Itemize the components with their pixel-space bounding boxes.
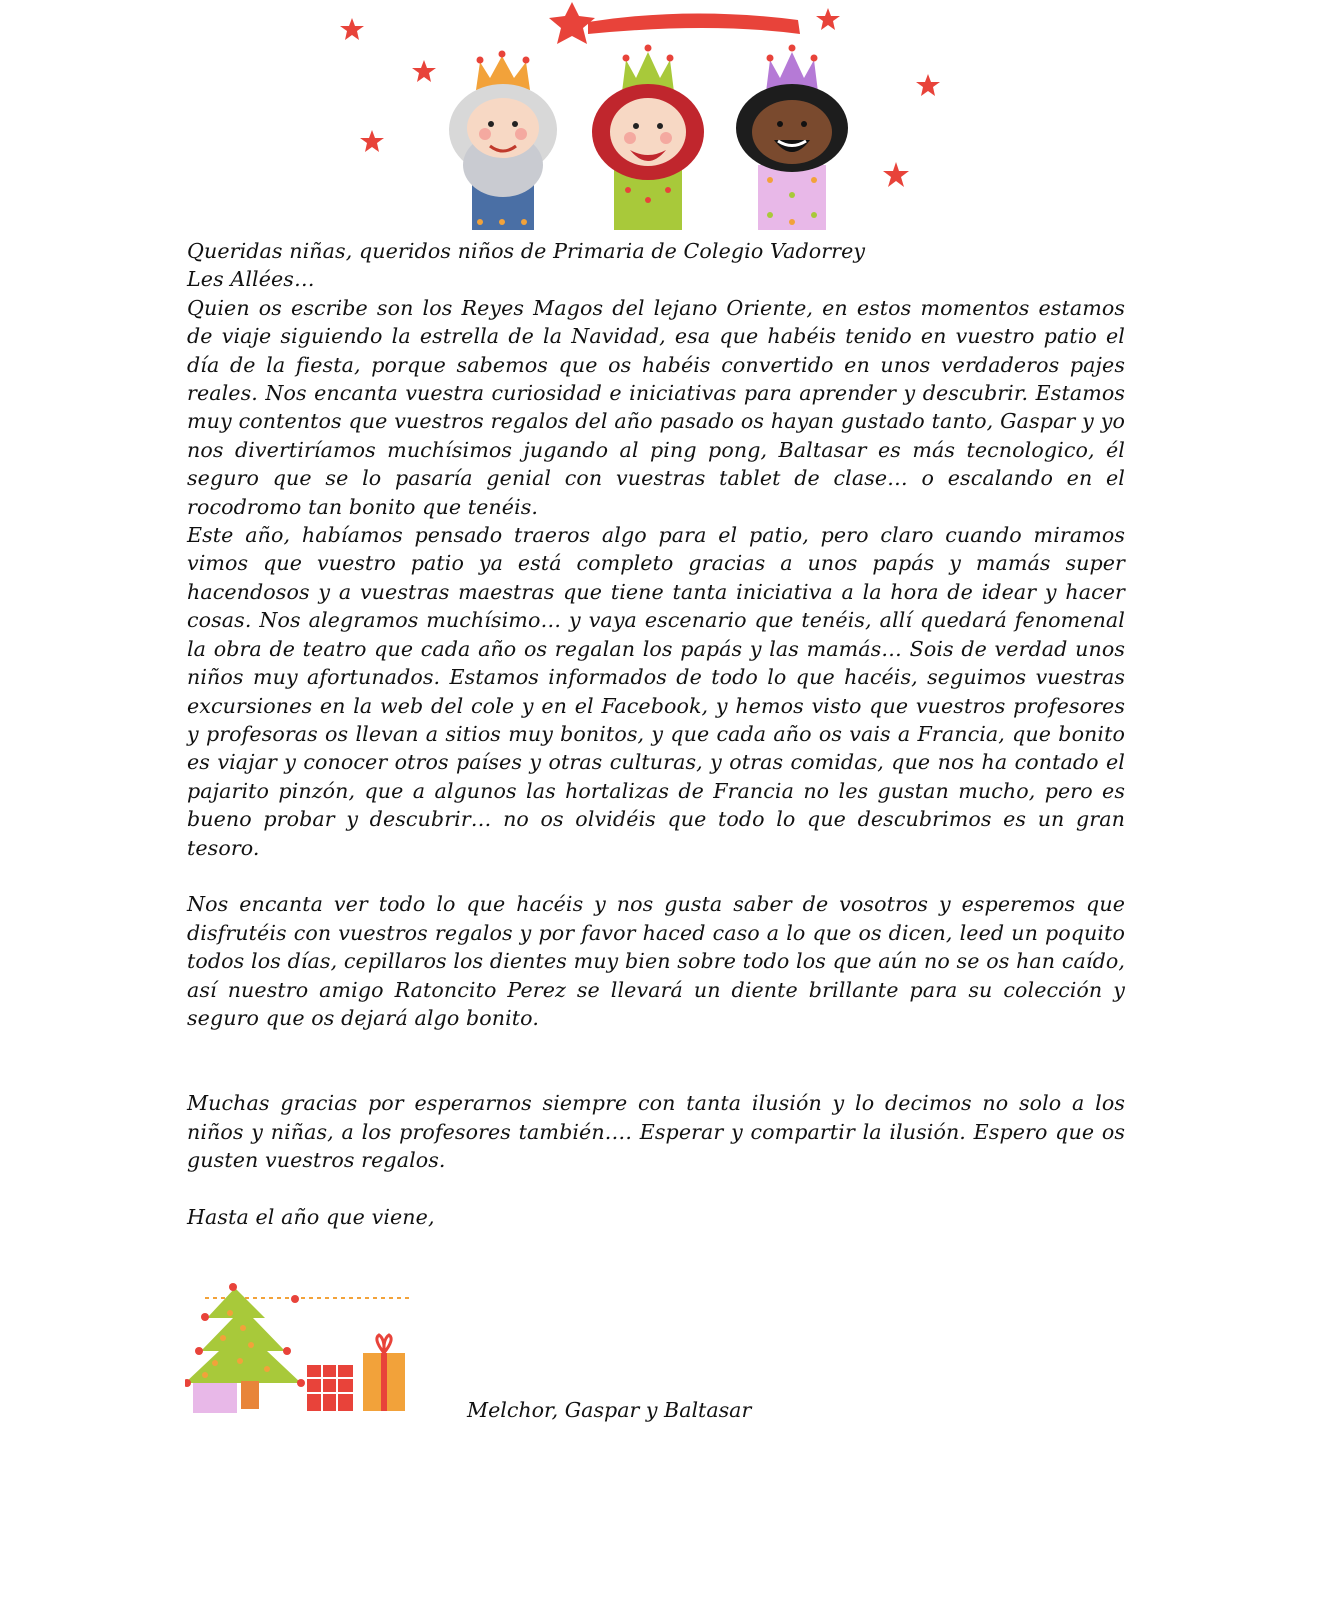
star-icon — [816, 8, 840, 30]
letter-paragraph: Quien os escribe son los Reyes Magos del lejano Oriente, en estos momentos estamos de viaje siguiendo la estrella de la Navidad, esa que habéis tenido en vuestro patio el día de la fiesta, porque sabemos que os habéis convertido en unos verdaderos pajes reales. Nos encanta vuestra curiosidad e iniciativas para aprender y descubrir. Estamos muy contentos que vuestros regalos del año pasado os hayan gustado tanto, Gaspar y yo nos divertiríamos muchísimos jugando al ping pong, Baltasar es más tecnologico, él seguro que se lo pasaría genial con vuestras tablet de clase… o escalando en el rocodromo tan bonito que tenéis. — [187, 295, 1125, 519]
shooting-star-icon — [549, 2, 595, 44]
star-icon — [916, 74, 940, 96]
paragraph-spacer — [187, 1174, 1125, 1202]
signature: Melchor, Gaspar y Baltasar — [467, 1398, 752, 1422]
letter-paragraph: Este año, habíamos pensado traeros algo para el patio, pero claro cuando miramos vimos que vuestro patio ya está completo gracias a unos papás y mamás super hacendosos y a vuestras maestras que tiene tanta iniciativa a la hora de idear y hacer cosas. Nos alegramos muchísimo… y vaya escenario que tenéis, allí quedará fenomenal la obra de teatro que cada año os regalan los papás y las mamás… Sois de verdad unos niños muy afortunados. Estamos informados de todo lo que hacéis, seguimos vuestras excursiones en la web del cole y en el Facebook, y hemos visto que vuestros profesores y profesoras os llevan a sitios muy bonitos, y que cada año os vais a Francia, que bonito es viajar y conocer otros países y otras culturas, y otras comidas, que nos ha contado el pajarito pinzón, que a algunos las hortalizas de Francia no les gustan mucho, pero es bueno probar y descubrir… no os olvidéis que todo lo que descubrimos es un gran tesoro. — [187, 523, 1125, 860]
king-melchor — [449, 51, 557, 231]
christmas-tree-illustration — [185, 1283, 420, 1423]
king-baltasar — [736, 45, 848, 231]
king-gaspar — [592, 45, 704, 231]
gift-box-icon — [307, 1365, 353, 1411]
christmas-tree-icon — [185, 1288, 301, 1383]
star-icon — [883, 162, 909, 187]
closing-line: Hasta el año que viene, — [187, 1204, 435, 1229]
paragraph-spacer — [187, 1032, 1125, 1089]
letter-paragraph: Muchas gracias por esperarnos siempre con tanta ilusión y lo decimos no solo a los niños y niñas, a los profesores también…. Esperar y compartir la ilusión. Espero que os gusten vuestros regalos. — [187, 1091, 1125, 1172]
three-kings-illustration — [330, 0, 980, 232]
greeting-line: Les Allées… — [187, 267, 315, 292]
greeting-line: Queridas niñas, queridos niños de Primaria de Colegio Vadorrey — [187, 239, 866, 263]
letter-body — [187, 237, 1125, 1231]
shooting-star-tail — [588, 13, 800, 34]
star-icon — [360, 130, 384, 152]
paragraph-spacer — [187, 862, 1125, 890]
letter-paragraph: Nos encanta ver todo lo que hacéis y nos gusta saber de vosotros y esperemos que disfrutéis con vuestros regalos y por favor haced caso a lo que os dicen, leed un poquito todos los días, cepillaros los dientes muy bien sobre todo los que aún no se os han caído, así nuestro amigo Ratoncito Perez se llevará un diente brillante para su colección y seguro que os dejará algo bonito. — [187, 892, 1125, 1030]
star-icon — [340, 18, 364, 40]
star-icon — [412, 60, 436, 82]
